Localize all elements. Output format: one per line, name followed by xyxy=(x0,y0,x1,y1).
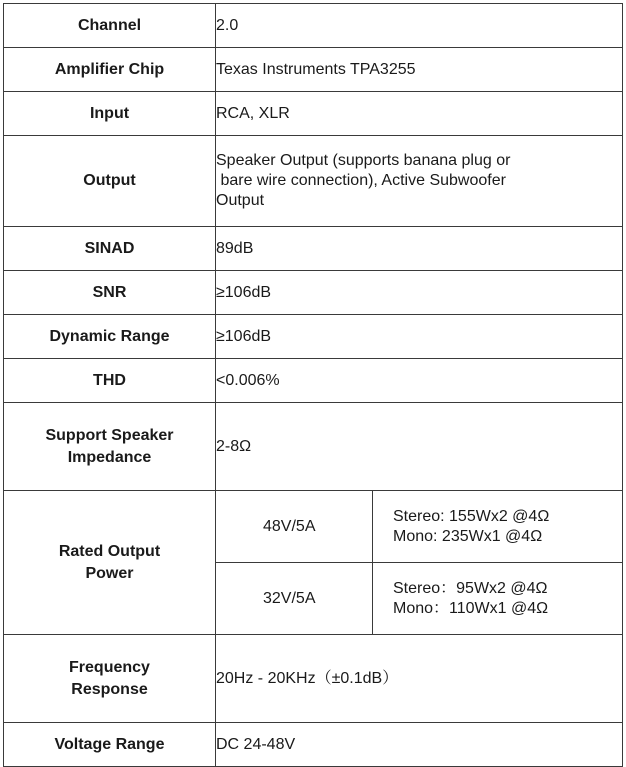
row-value: Texas Instruments TPA3255 xyxy=(216,48,623,92)
value-line: Speaker Output (supports banana plug or xyxy=(216,152,511,169)
voltage-cell: 48V/5A xyxy=(216,491,373,563)
value-line: Mono：110Wx1 @4Ω xyxy=(393,599,549,617)
power-spec-cell xyxy=(373,563,623,635)
value-line: Mono: 235Wx1 @4Ω xyxy=(393,527,543,545)
table-row xyxy=(4,359,623,403)
value-line: Output xyxy=(216,192,265,209)
row-value: ≥106dB xyxy=(216,315,623,359)
row-label: SINAD xyxy=(4,227,216,271)
row-label xyxy=(4,635,216,723)
value-line: bare wire connection), Active Subwoofer xyxy=(216,172,506,189)
row-label xyxy=(4,403,216,491)
row-value: 2.0 xyxy=(216,4,623,48)
table-row xyxy=(4,635,623,723)
table-row xyxy=(4,136,623,227)
row-label: Voltage Range xyxy=(4,723,216,767)
table-row xyxy=(4,315,623,359)
row-label: THD xyxy=(4,359,216,403)
row-label: Input xyxy=(4,92,216,136)
row-value: RCA, XLR xyxy=(216,92,623,136)
row-value: ≥106dB xyxy=(216,271,623,315)
row-label: Dynamic Range xyxy=(4,315,216,359)
label-line: Power xyxy=(85,564,134,582)
row-label: Output xyxy=(4,136,216,227)
row-value: 2-8Ω xyxy=(216,403,623,491)
voltage-cell: 32V/5A xyxy=(216,563,373,635)
table-row xyxy=(4,271,623,315)
label-line: Rated Output xyxy=(58,542,161,560)
row-value xyxy=(216,136,623,227)
label-line: Impedance xyxy=(67,448,152,466)
row-value: <0.006% xyxy=(216,359,623,403)
label-line: Response xyxy=(71,680,148,698)
table-row xyxy=(4,92,623,136)
row-value: DC 24-48V xyxy=(216,723,623,767)
table-row xyxy=(4,4,623,48)
table-row xyxy=(4,48,623,92)
table-row xyxy=(4,227,623,271)
row-value: 20Hz - 20KHz（±0.1dB） xyxy=(216,635,623,723)
value-line: Stereo: 155Wx2 @4Ω xyxy=(393,507,550,525)
spec-table xyxy=(3,3,623,767)
row-label: Channel xyxy=(4,4,216,48)
label-line: Support Speaker xyxy=(45,426,174,444)
power-spec-cell xyxy=(373,491,623,563)
value-line: Stereo：95Wx2 @4Ω xyxy=(393,579,548,597)
row-label: Amplifier Chip xyxy=(4,48,216,92)
row-value: 89dB xyxy=(216,227,623,271)
label-line: Frequency xyxy=(69,658,150,676)
row-label: SNR xyxy=(4,271,216,315)
row-label xyxy=(4,491,216,635)
table-row xyxy=(4,403,623,491)
table-row xyxy=(4,723,623,767)
table-row xyxy=(4,491,623,563)
